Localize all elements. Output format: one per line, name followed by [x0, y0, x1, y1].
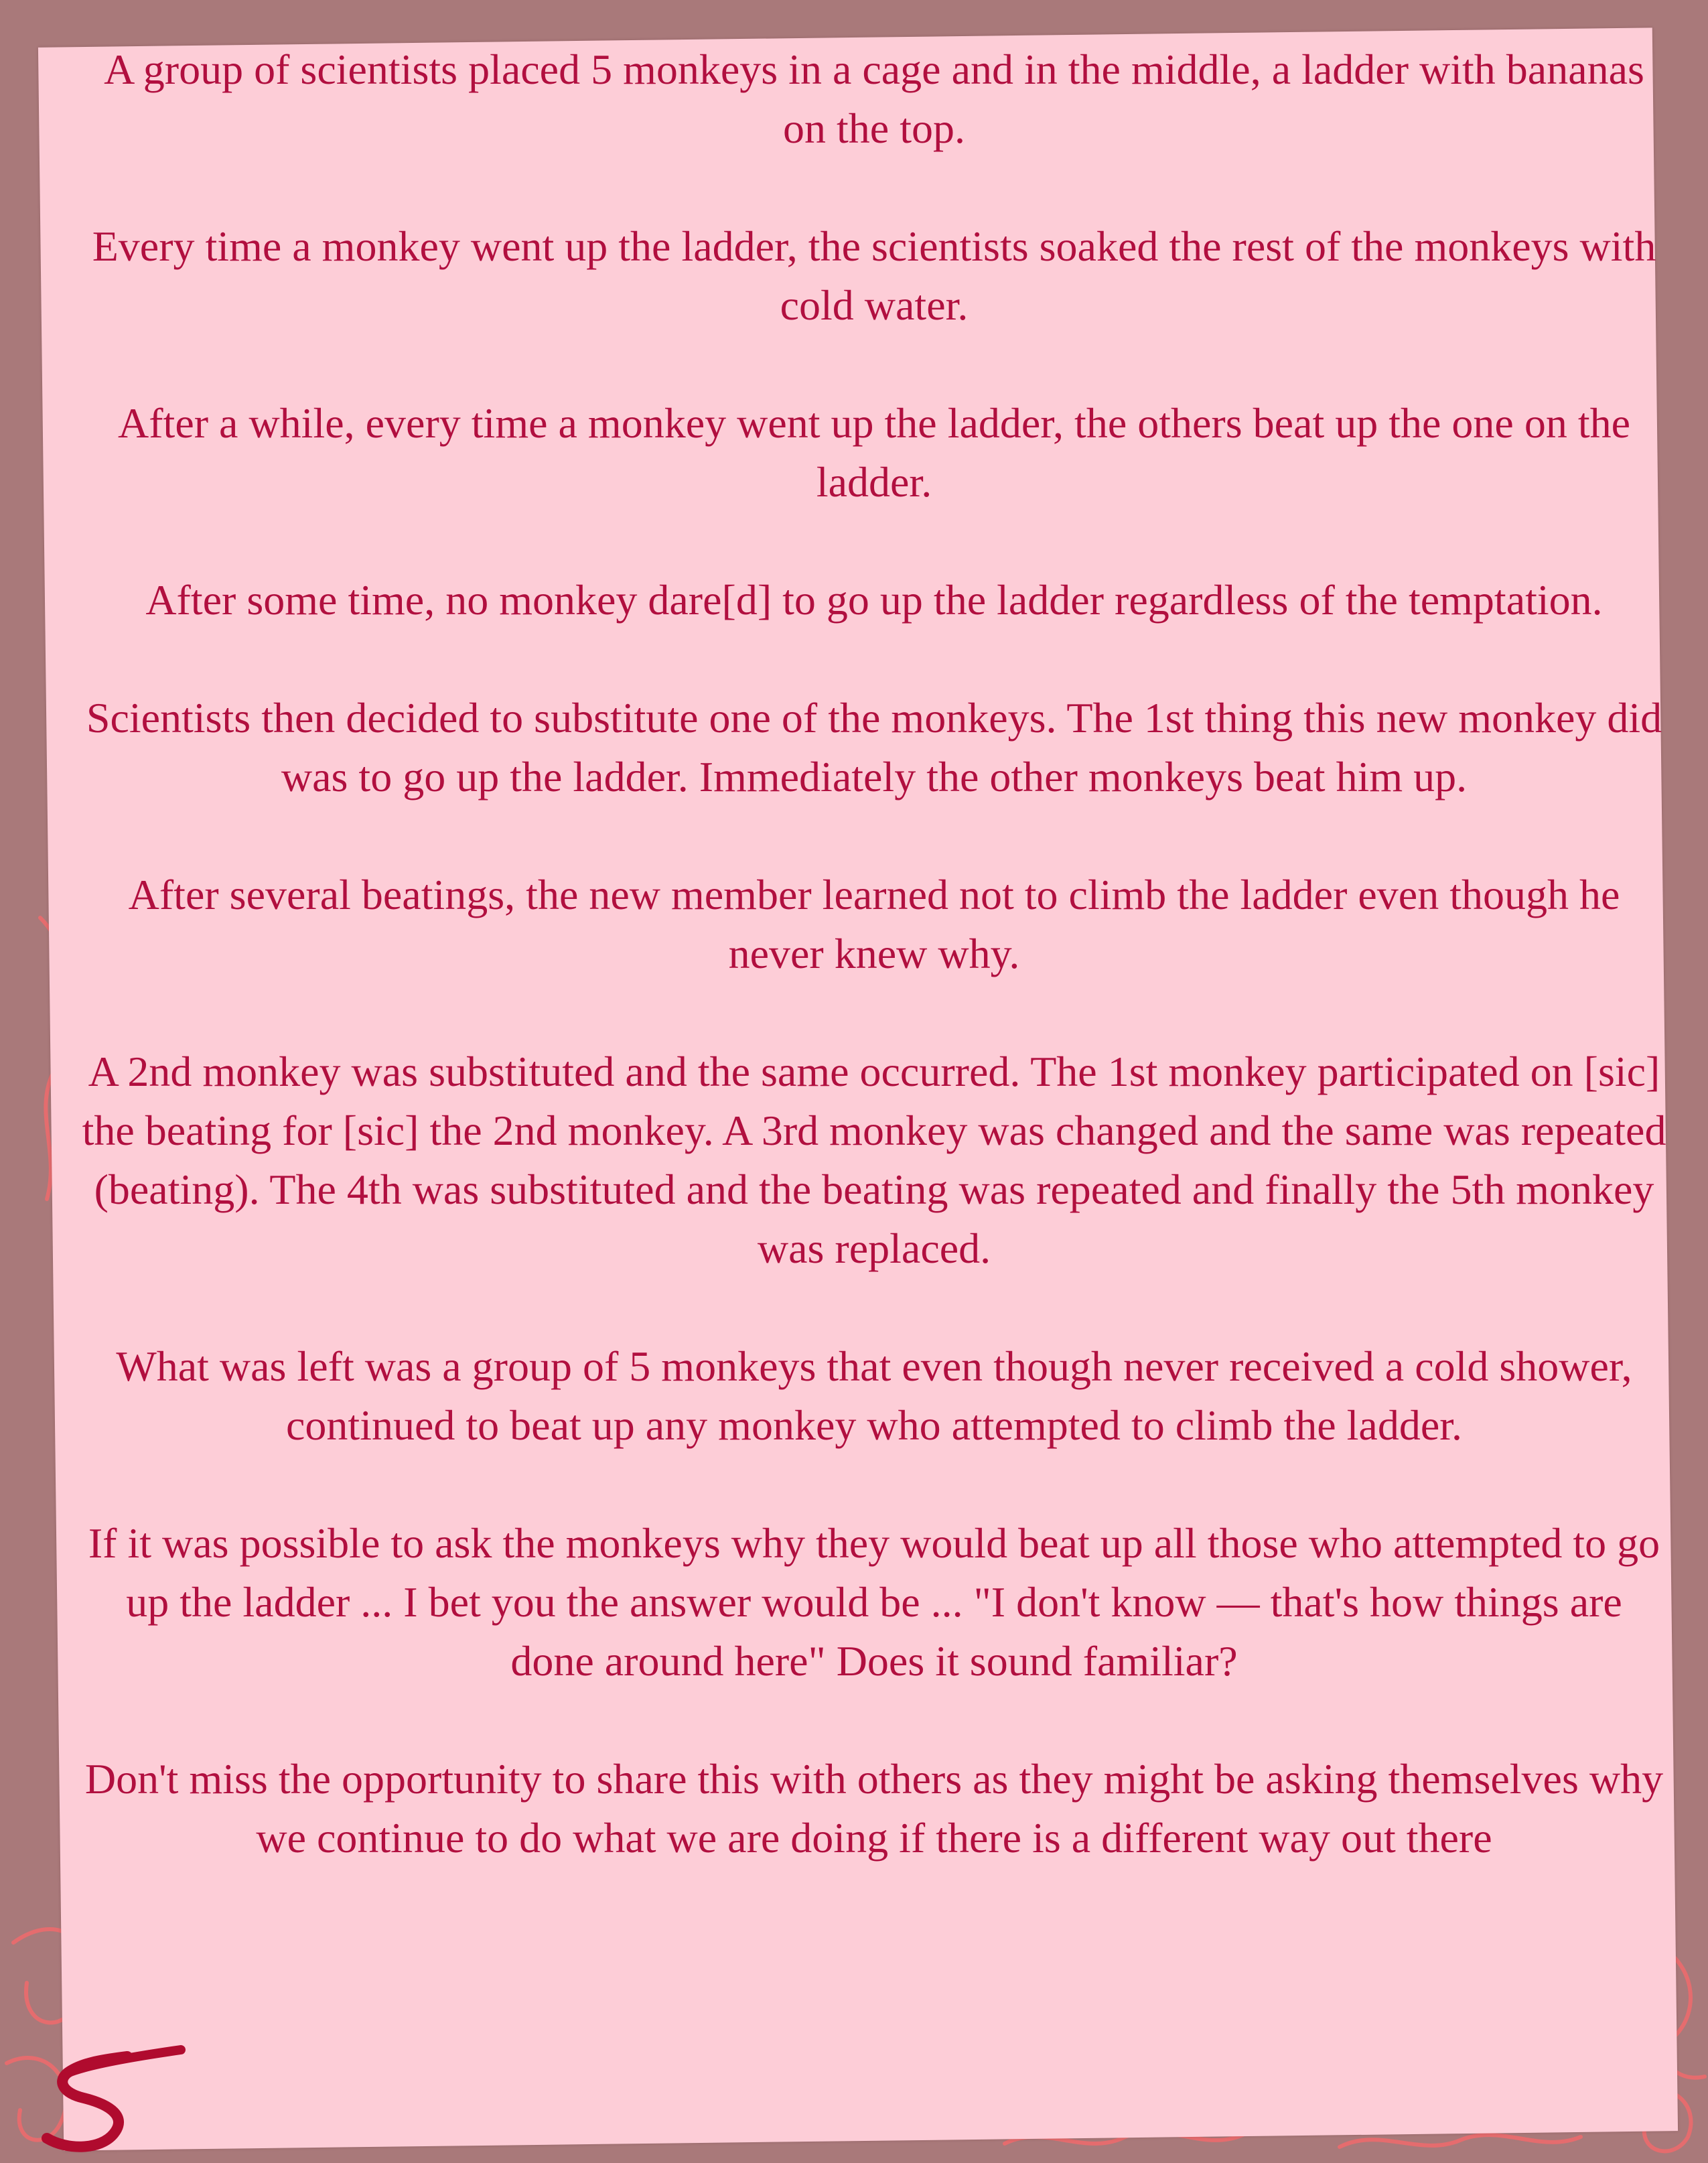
- story-text: [80, 40, 1668, 1868]
- page-number-mark: [27, 2023, 194, 2157]
- paragraph-7: A 2nd monkey was substituted and the same occurred. The 1st monkey participated on [sic] the beating for [sic] the 2nd monkey. A 3rd monkey was changed and the same was repeated (beating). The 4th was substituted and the beating was repeated and finally the 5th monkey was replaced.: [82, 1048, 1666, 1272]
- doodle-bottom-scribble-2: [1340, 2135, 1581, 2147]
- paragraph-3: After a while, every time a monkey went up the ladder, the others beat up the one on the ladder.: [118, 399, 1630, 506]
- paragraph-2: Every time a monkey went up the ladder, the scientists soaked the rest of the monkeys with cold water.: [92, 222, 1656, 329]
- paragraph-4: After some time, no monkey dare[d] to go up the ladder regardless of the temptation.: [145, 576, 1603, 624]
- paragraph-9: If it was possible to ask the monkeys why they would beat up all those who attempted to go up the ladder ... I bet you the answer would be ... "I don't know — that's how things are done around here" Does it sound familiar?: [88, 1519, 1660, 1685]
- paragraph-5: Scientists then decided to substitute one of the monkeys. The 1st thing this new monkey did was to go up the ladder. Immediately the other monkeys beat him up.: [86, 694, 1662, 800]
- paragraph-10: Don't miss the opportunity to share this with others as they might be asking themselves why we continue to do what we are doing if there is a different way out there: [84, 1755, 1664, 1862]
- paragraph-1: A group of scientists placed 5 monkeys in a cage and in the middle, a ladder with bananas on the top.: [104, 46, 1644, 152]
- paragraph-6: After several beatings, the new member learned not to climb the ladder even though he never knew why.: [128, 871, 1620, 977]
- paragraph-8: What was left was a group of 5 monkeys that even though never received a cold shower, continued to beat up any monkey who attempted to climb the ladder.: [116, 1342, 1632, 1449]
